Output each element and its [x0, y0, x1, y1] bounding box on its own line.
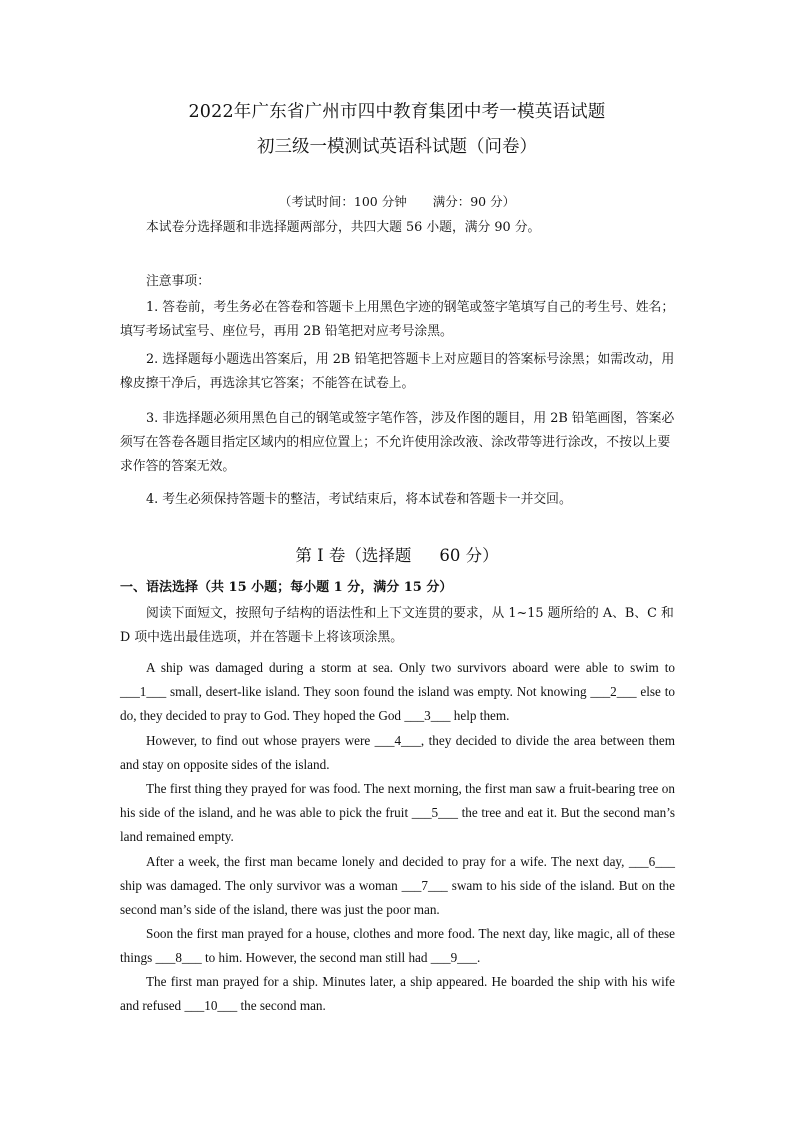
passage-paragraph-6: The first man prayed for a ship. Minutes later, a ship appeared. He boarded the ship with his wife and refused ___10___ the second man. — [120, 974, 675, 1013]
passage-paragraph-3: The first thing they prayed for was food. The next morning, the first man saw a fruit-bearing tree on his side of the island, and he was able to pick the fruit ___5___ the tree and eat it. But the second man’s land remained empty. — [120, 781, 675, 844]
exam-meta — [0, 192, 794, 210]
exam-subtitle: 初三级一模测试英语科试题（问卷） — [257, 137, 537, 157]
passage-paragraph-5: Soon the first man prayed for a house, clothes and more food. The next day, like magic, all of these things ___8___ to him. However, the second man still had ___9___. — [120, 926, 675, 965]
section-title — [0, 542, 794, 566]
note-item-4: 4. 考生必须保持答题卡的整洁，考试结束后，将本试卷和答题卡一并交回。 — [146, 492, 572, 507]
note-item-1: 1. 答卷前，考生务必在答卷和答题卡上用黑色字迹的钢笔或签字笔填写自己的考生号、姓名；填写考场试室号、座位号，再用 2B 铅笔把对应考号涂黑。 — [120, 300, 675, 339]
note-item-2: 2. 选择题每小题选出答案后，用 2B 铅笔把答题卡上对应题目的答案标号涂黑；如需改动，用橡皮擦干净后，再选涂其它答案；不能答在试卷上。 — [120, 352, 675, 391]
passage-paragraph-1: A ship was damaged during a storm at sea. Only two survivors aboard were able to swim to ___1___ small, desert-like island. They soon found the island was empty. Not knowing ___2___ else to do, they decided to pray to God. They hoped the God ___3___ help them. — [120, 660, 675, 723]
exam-title: 2022年广东省广州市四中教育集团中考一模英语试题 — [188, 102, 606, 122]
exam-summary: 本试卷分选择题和非选择题两部分，共四大题 56 小题，满分 90 分。 — [146, 220, 541, 235]
exam-time: （考试时间：100 分钟 — [278, 194, 407, 209]
passage-paragraph-2: However, to find out whose prayers were ___4___, they decided to divide the area between them and stay on opposite sides of the island. — [120, 733, 675, 772]
section-subheading: 一、语法选择（共 15 小题；每小题 1 分，满分 15 分） — [120, 580, 453, 595]
section-title-right: 60 分） — [439, 546, 499, 565]
section-instruction: 阅读下面短文，按照句子结构的语法性和上下文连贯的要求，从 1~15 题所给的 A、B、C 和 D 项中选出最佳选项，并在答题卡上将该项涂黑。 — [120, 606, 674, 645]
note-item-3: 3. 非选择题必须用黑色自己的钢笔或签字笔作答，涉及作图的题目，用 2B 铅笔画图，答案必须写在答卷各题目指定区域内的相应位置上；不允许使用涂改液、涂改带等进行涂改，不按以上要求作答的答案无效。 — [120, 411, 675, 474]
passage-paragraph-4: After a week, the first man became lonely and decided to pray for a wife. The next day, ___6___ ship was damaged. The only survivor was a woman ___7___ swam to his side of the island. But on the second man’s side of the island, there was just the poor man. — [120, 854, 675, 917]
exam-score: 满分：90 分） — [432, 194, 516, 209]
section-title-left: 第 I 卷（选择题 — [295, 546, 412, 565]
notes-heading: 注意事项： — [146, 274, 210, 289]
